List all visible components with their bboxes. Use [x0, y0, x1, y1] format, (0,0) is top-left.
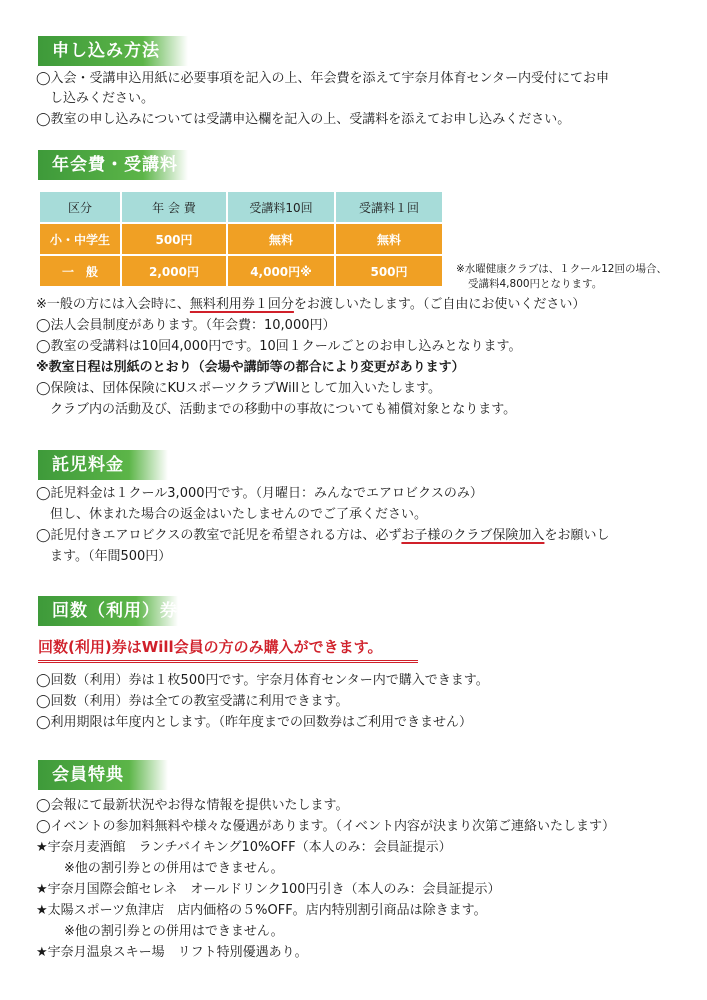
fees-line-1b: をお渡しいたします。（ご自由にお使いください）: [293, 297, 586, 312]
fee-table-row: [40, 224, 442, 254]
tickets-line-3: ◯利用期限は年度内とします。（昨年度までの回数券はご利用できません）: [36, 715, 473, 730]
section-title-tickets: 回数（利用）券: [38, 596, 178, 626]
header-cell: 区分: [40, 192, 120, 222]
benefits-line-6: ★太陽スポーツ魚津店 店内価格の５%OFF。店内特別割引商品は除きます。: [36, 903, 487, 918]
insurance-text: お子様のクラブ保険加入: [401, 528, 545, 543]
section-title-childcare: 託児料金: [38, 450, 168, 480]
header-cell: 年 会 費: [122, 192, 226, 222]
header-cell: 受講料10回: [228, 192, 334, 222]
benefits-line-8: ★宇奈月温泉スキー場 リフト特別優遇あり。: [36, 945, 308, 960]
benefits-line-7: ※他の割引券との併用はできません。: [64, 924, 284, 939]
table-cell: 2,000円: [122, 256, 226, 286]
apply-line-2: し込みください。: [50, 91, 155, 106]
benefits-line-2: ◯イベントの参加料無料や様々な優遇があります。（イベント内容が決まり次第ご連絡いたします）: [36, 819, 616, 834]
table-cell: 小・中学生: [40, 224, 120, 254]
tickets-notice-underline: [38, 660, 418, 663]
childcare-line-3a: ◯託児付きエアロビクスの教室で託児を希望される方は、必ず: [36, 528, 402, 543]
free-ticket-text: 無料利用券１回分: [189, 297, 294, 312]
fees-line-2: ◯法人会員制度があります。（年会費：10,000円）: [36, 318, 336, 333]
table-cell: 500円: [336, 256, 442, 286]
childcare-line-4: ます。（年間500円）: [50, 549, 172, 564]
childcare-line-3b: をお願いし: [544, 528, 610, 543]
apply-line-1: ◯入会・受講申込用紙に必要事項を記入の上、年会費を添えて宇奈月体育センター内受付にてお申: [36, 71, 610, 86]
section-title-apply: 申し込み方法: [38, 36, 188, 66]
table-cell: 4,000円※: [228, 256, 334, 286]
fees-line-6: クラブ内の活動及び、活動までの移動中の事故についても補償対象となります。: [50, 402, 517, 417]
benefits-line-4: ※他の割引券との併用はできません。: [64, 861, 284, 876]
fees-line-1: [36, 296, 585, 314]
apply-line-3: ◯教室の申し込みについては受講申込欄を記入の上、受講料を添えてお申し込みください。: [36, 112, 571, 127]
fee-note-2: 受講料4,800円となります。: [468, 278, 603, 290]
header-cell: 受講料１回: [336, 192, 442, 222]
fee-note-1: ※水曜健康クラブは、１クール12回の場合、: [456, 263, 667, 275]
table-cell: 無料: [228, 224, 334, 254]
fees-line-3: ◯教室の受講料は10回4,000円です。10回１クールごとのお申し込みとなります。: [36, 339, 522, 354]
section-title-benefits: 会員特典: [38, 760, 168, 790]
childcare-line-1: ◯託児料金は１クール3,000円です。（月曜日：みんなでエアロビクスのみ）: [36, 486, 483, 501]
tickets-notice: 回数(利用)券はWill会員の方のみ購入ができます。: [38, 638, 383, 656]
tickets-line-2: ◯回数（利用）券は全ての教室受講に利用できます。: [36, 694, 349, 709]
benefits-line-1: ◯会報にて最新状況やお得な情報を提供いたします。: [36, 798, 349, 813]
fees-line-1a: ※一般の方には入会時に、: [36, 297, 190, 312]
section-title-fees: 年会費・受講料: [38, 150, 188, 180]
fees-line-5: ◯保険は、団体保険にKUスポーツクラブWillとして加入いたします。: [36, 381, 441, 396]
fees-line-4: ※教室日程は別紙のとおり（会場や講師等の都合により変更があります）: [36, 360, 465, 375]
table-cell: 500円: [122, 224, 226, 254]
table-cell: 無料: [336, 224, 442, 254]
benefits-line-3: ★宇奈月麦酒館 ランチバイキング10%OFF（本人のみ：会員証提示）: [36, 840, 452, 855]
fee-table-row: [40, 256, 442, 286]
tickets-line-1: ◯回数（利用）券は１枚500円です。宇奈月体育センター内で購入できます。: [36, 673, 489, 688]
fee-table: [38, 190, 444, 288]
benefits-line-5: ★宇奈月国際会館セレネ オールドリンク100円引き（本人のみ：会員証提示）: [36, 882, 501, 897]
fee-table-header: [40, 192, 442, 222]
table-cell: 一 般: [40, 256, 120, 286]
childcare-line-2: 但し、休まれた場合の返金はいたしませんのでご了承ください。: [50, 507, 428, 522]
childcare-line-3: [36, 527, 609, 545]
